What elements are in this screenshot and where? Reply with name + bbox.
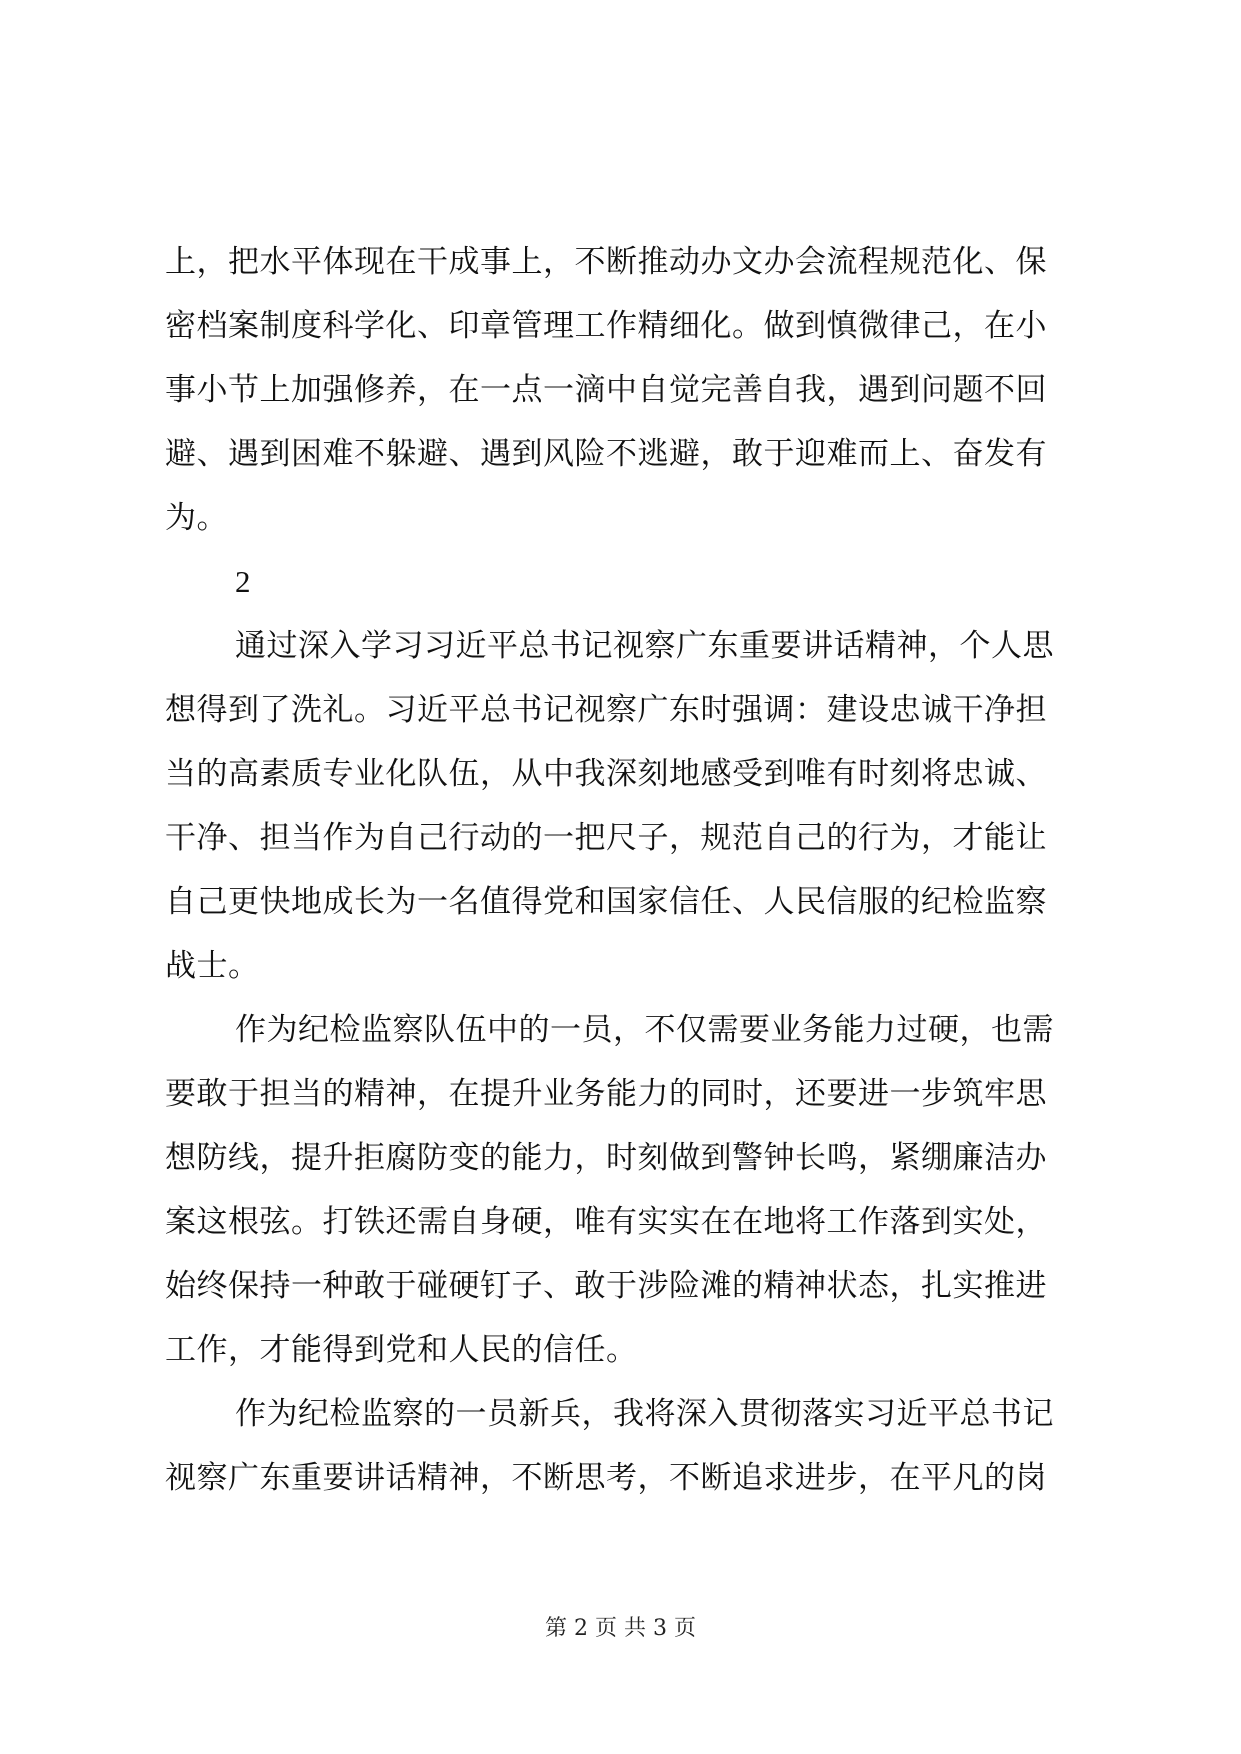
text-line: 视察广东重要讲话精神，不断思考，不断追求进步，在平凡的岗 [165, 1460, 1047, 1496]
text-line: 想防线，提升拒腐防变的能力，时刻做到警钟长鸣，紧绷廉洁办 [165, 1140, 1047, 1176]
text-line: 事小节上加强修养，在一点一滴中自觉完善自我，遇到问题不回 [165, 372, 1047, 408]
body-text [165, 230, 1080, 1510]
text-line: 为。 [165, 500, 228, 536]
paragraph-first-line: 作为纪检监察的一员新兵，我将深入贯彻落实习近平总书记 [235, 1396, 1054, 1432]
text-line: 自己更快地成长为一名值得党和国家信任、人民信服的纪检监察 [165, 884, 1047, 920]
text-line: 干净、担当作为自己行动的一把尺子，规范自己的行为，才能让 [165, 820, 1047, 856]
text-line: 工作，才能得到党和人民的信任。 [165, 1332, 638, 1368]
text-line: 避、遇到困难不躲避、遇到风险不逃避，敢于迎难而上、奋发有 [165, 436, 1047, 472]
section-number: 2 [235, 564, 251, 599]
text-line: 密档案制度科学化、印章管理工作精细化。做到慎微律己，在小 [165, 308, 1047, 344]
text-line: 当的高素质专业化队伍，从中我深刻地感受到唯有时刻将忠诚、 [165, 756, 1047, 792]
paragraph-first-line: 通过深入学习习近平总书记视察广东重要讲话精神，个人思 [235, 628, 1054, 664]
text-line: 战士。 [165, 948, 260, 984]
text-line: 上，把水平体现在干成事上，不断推动办文办会流程规范化、保 [165, 244, 1047, 280]
text-line: 始终保持一种敢于碰硬钉子、敢于涉险滩的精神状态，扎实推进 [165, 1268, 1047, 1304]
text-line: 要敢于担当的精神，在提升业务能力的同时，还要进一步筑牢思 [165, 1076, 1047, 1112]
text-line: 案这根弦。打铁还需自身硬，唯有实实在在地将工作落到实处， [165, 1204, 1047, 1240]
text-line: 想得到了洗礼。习近平总书记视察广东时强调：建设忠诚干净担 [165, 692, 1047, 728]
page-number-footer: 第 2 页 共 3 页 [545, 1616, 696, 1641]
paragraph-first-line: 作为纪检监察队伍中的一员，不仅需要业务能力过硬，也需 [235, 1012, 1054, 1048]
